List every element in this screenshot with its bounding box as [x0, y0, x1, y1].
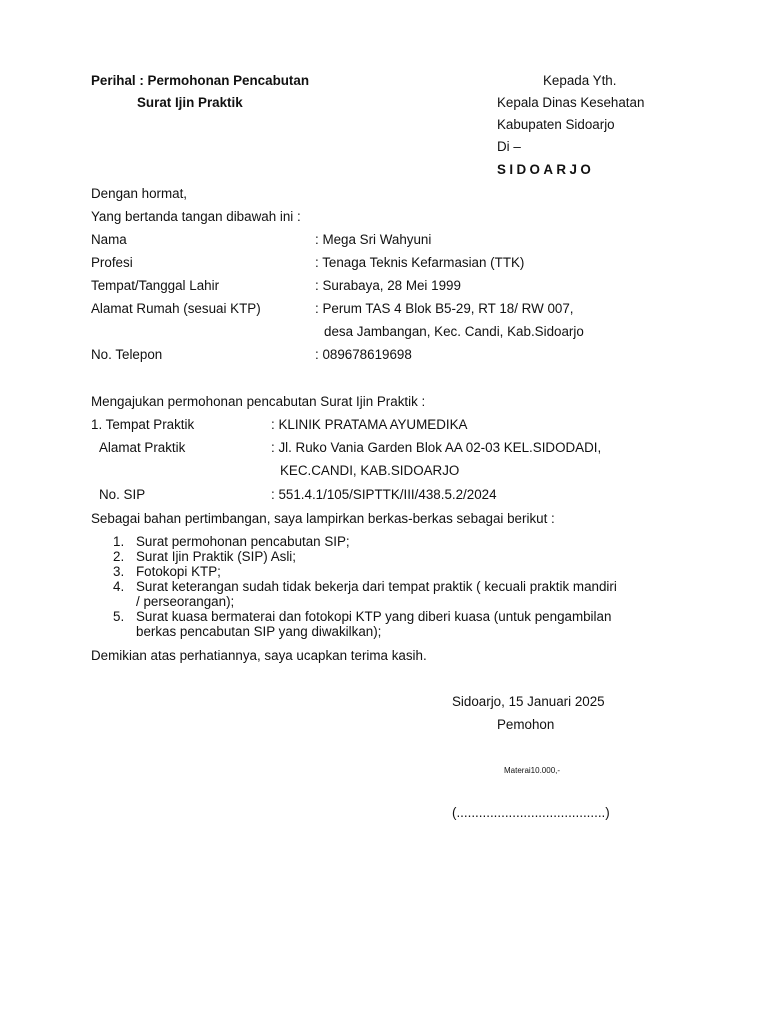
name-value: : Mega Sri Wahyuni — [315, 232, 432, 247]
practice-address-line-2: KEC.CANDI, KAB.SIDOARJO — [280, 463, 460, 478]
attachment-item: Surat kuasa bermaterai dan fotokopi KTP yang diberi kuasa (untuk pengambilan — [136, 609, 612, 624]
attachment-number: 1. — [113, 534, 125, 549]
profession-value: : Tenaga Teknis Kefarmasian (TTK) — [315, 255, 525, 270]
attachment-item: Surat permohonan pencabutan SIP; — [136, 534, 350, 549]
subject-line-1: Perihal : Permohonan Pencabutan — [91, 73, 310, 88]
closing-thanks: Demikian atas perhatiannya, saya ucapkan terima kasih. — [91, 648, 427, 663]
birth-label: Tempat/Tanggal Lahir — [91, 278, 220, 293]
applicant-role: Pemohon — [497, 717, 555, 732]
attachment-number: 2. — [113, 549, 125, 564]
attachment-number: 3. — [113, 564, 125, 579]
sip-value: : 551.4.1/105/SIPTTK/III/438.5.2/2024 — [271, 487, 497, 502]
address-label: Alamat Rumah (sesuai KTP) — [91, 301, 261, 316]
phone-label: No. Telepon — [91, 347, 163, 362]
subject-line-2: Surat Ijin Praktik — [137, 95, 243, 110]
place-date: Sidoarjo, 15 Januari 2025 — [452, 694, 605, 709]
greeting: Dengan hormat, — [91, 186, 188, 201]
recipient-line-1: Kepada Yth. — [543, 73, 617, 88]
sip-label: No. SIP — [99, 487, 146, 502]
intro-text: Yang bertanda tangan dibawah ini : — [91, 209, 301, 224]
attachment-item-continuation: berkas pencabutan SIP yang diwakilkan); — [136, 624, 382, 639]
recipient-city: SIDOARJO — [497, 162, 595, 177]
address-value-line-2: desa Jambangan, Kec. Candi, Kab.Sidoarjo — [324, 324, 584, 339]
practice-place-value: : KLINIK PRATAMA AYUMEDIKA — [271, 417, 468, 432]
attachment-item-continuation: / perseorangan); — [136, 594, 235, 609]
attachment-number: 4. — [113, 579, 125, 594]
request-intro: Mengajukan permohonan pencabutan Surat Ijin Praktik : — [91, 394, 426, 409]
attachment-item: Surat keterangan sudah tidak bekerja dari tempat praktik ( kecuali praktik mandiri — [136, 579, 617, 594]
attachment-item: Fotokopi KTP; — [136, 564, 221, 579]
stamp-duty-placeholder: Materai10.000,- — [504, 766, 561, 775]
practice-place-label: 1. Tempat Praktik — [91, 417, 195, 432]
signature-line: (........................................) — [452, 805, 610, 820]
attachment-item: Surat Ijin Praktik (SIP) Asli; — [136, 549, 296, 564]
name-label: Nama — [91, 232, 127, 247]
practice-address-label: Alamat Praktik — [99, 440, 186, 455]
attachment-number: 5. — [113, 609, 125, 624]
recipient-line-3: Kabupaten Sidoarjo — [497, 117, 615, 132]
profession-label: Profesi — [91, 255, 133, 270]
recipient-line-4: Di – — [497, 139, 521, 154]
attachments-intro: Sebagai bahan pertimbangan, saya lampirkan berkas-berkas sebagai berikut : — [91, 511, 555, 526]
phone-value: : 089678619698 — [315, 347, 412, 362]
birth-value: : Surabaya, 28 Mei 1999 — [315, 278, 461, 293]
address-value-line-1: : Perum TAS 4 Blok B5-29, RT 18/ RW 007, — [315, 301, 574, 316]
recipient-line-2: Kepala Dinas Kesehatan — [497, 95, 645, 110]
practice-address-line-1: : Jl. Ruko Vania Garden Blok AA 02-03 KEL.SIDODADI, — [271, 440, 602, 455]
